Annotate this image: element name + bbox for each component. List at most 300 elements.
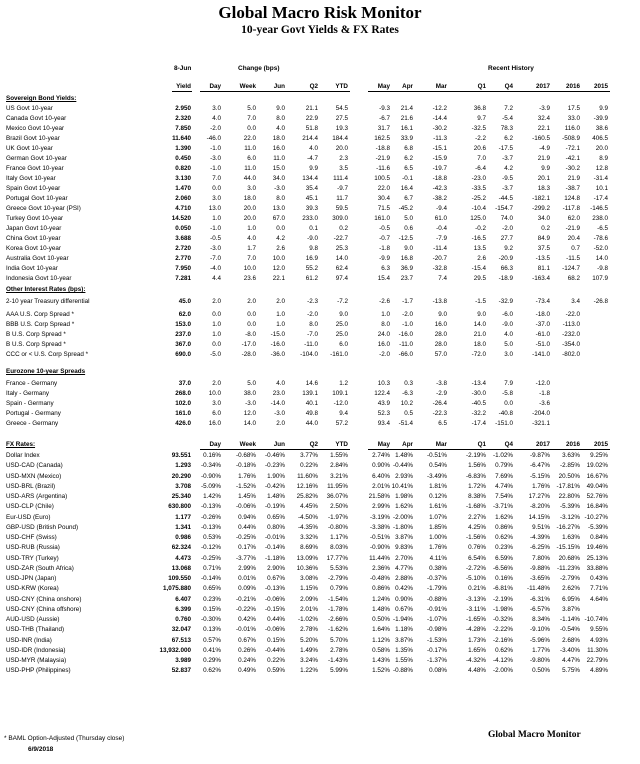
data-cell: -2.19% (493, 595, 513, 603)
data-cell: 1.90% (267, 472, 285, 480)
data-cell: -7.2 (337, 298, 348, 305)
data-cell: 2.62% (562, 585, 580, 593)
data-cell: 1.62% (395, 503, 413, 511)
data-cell: -3.65% (530, 575, 550, 582)
fx-row (0, 452, 640, 461)
data-cell: 0.23% (495, 544, 513, 552)
data-cell: 2.3 (339, 155, 348, 162)
data-cell: 238.0 (592, 215, 608, 222)
data-cell: -0.22% (236, 605, 256, 613)
data-cell: 36.9 (400, 265, 413, 272)
data-cell: 3.0 (212, 400, 221, 407)
data-cell: 9.9 (541, 165, 550, 172)
current-value: 67.513 (171, 636, 191, 644)
row-label: Australia Govt 10-year (6, 255, 69, 262)
spread-row (0, 341, 640, 350)
data-cell: -0.01% (236, 626, 256, 634)
data-cell: 9.0 (477, 311, 486, 318)
data-cell: 28.0 (434, 331, 447, 338)
data-cell: 17.77% (326, 554, 348, 562)
data-cell: 0.57% (203, 636, 221, 644)
data-cell: -1.78% (328, 605, 348, 613)
data-cell: 3.5 (339, 165, 348, 172)
data-cell: -2.00% (493, 667, 513, 675)
data-cell: 14.0 (335, 255, 348, 262)
data-cell: -15.4 (471, 265, 486, 272)
section-other (0, 286, 640, 295)
data-cell: 3.0 (212, 195, 221, 202)
fx-row (0, 596, 640, 605)
data-cell: -51.4 (398, 420, 413, 427)
row-label: USD-MYR (Malaysia) (6, 657, 67, 664)
data-cell: 18.0 (243, 195, 256, 202)
data-cell: 2.0 (212, 380, 221, 387)
fx-row (0, 555, 640, 564)
data-cell: 10.0 (208, 390, 221, 397)
data-cell: 1.52% (372, 667, 390, 675)
data-cell: 3.0 (504, 351, 513, 358)
data-cell: 1.0 (212, 321, 221, 328)
data-cell: -0.06% (236, 503, 256, 511)
section-title: Other Interest Rates (bps): (6, 286, 86, 293)
current-value: 1.341 (175, 523, 191, 531)
data-cell: -5.39% (588, 523, 608, 531)
data-cell: -5.39% (560, 503, 580, 511)
column-header: Q1 (477, 83, 486, 90)
data-cell: 74.0 (500, 215, 513, 222)
column-header: Q2 (309, 83, 318, 90)
data-cell: 22.0 (243, 135, 256, 142)
data-cell: 8.0 (276, 115, 285, 122)
current-value: 13,932.000 (159, 646, 191, 654)
data-cell: 44.0 (243, 175, 256, 182)
data-cell: -10.74% (584, 616, 608, 623)
data-cell: -22.7 (333, 235, 348, 242)
data-cell: -30.2 (565, 165, 580, 172)
data-cell: -6.31% (530, 595, 550, 603)
data-cell: -18.0 (535, 311, 550, 318)
fx-row (0, 606, 640, 615)
data-cell: 0.17% (238, 544, 256, 552)
data-cell: 1.63% (562, 534, 580, 541)
data-cell: 2.6 (276, 245, 285, 252)
data-cell: 0.21% (468, 585, 486, 593)
data-cell: 4.64% (590, 595, 608, 603)
page-subtitle: 10-year Govt Yields & FX Rates (241, 24, 399, 36)
data-cell: 2.93% (395, 472, 413, 480)
data-cell: 0.13% (203, 626, 221, 634)
current-value: 0.986 (175, 534, 191, 541)
data-cell: 214.4 (302, 135, 318, 142)
data-cell: -1.07% (427, 616, 447, 623)
data-cell: -3.38% (370, 523, 390, 531)
data-cell: -0.44% (265, 646, 285, 654)
euro-spread-row (0, 390, 640, 399)
data-cell: 32.4 (537, 115, 550, 122)
data-cell: 3.87% (395, 534, 413, 541)
data-cell: 5.70% (330, 636, 348, 644)
data-cell: 0.08% (429, 667, 447, 675)
data-cell: 9.51% (532, 523, 550, 531)
data-cell: 5.75% (562, 667, 580, 675)
page-title: Global Macro Risk Monitor (218, 3, 422, 22)
column-header: YTD (335, 441, 348, 448)
row-label: USD-CAD (Canada) (6, 462, 63, 470)
data-cell: 49.04% (586, 482, 608, 490)
data-cell: 2.0 (276, 298, 285, 305)
fx-row (0, 626, 640, 635)
data-cell: -5.15% (530, 472, 550, 480)
section-title: Eurozone 10-year Spreads (6, 368, 86, 375)
data-cell: 9.25% (590, 452, 608, 459)
data-cell: 11.0 (244, 165, 256, 172)
data-cell: -1.18% (265, 554, 285, 562)
data-cell: 2.70% (395, 554, 413, 562)
data-cell: -20.9 (498, 255, 513, 262)
data-cell: 11.60% (297, 472, 318, 480)
data-cell: 25.0 (335, 331, 348, 338)
row-label: USD-CNY (China onshore) (6, 595, 82, 603)
data-cell: -0.54% (560, 626, 580, 634)
current-value: 25.340 (171, 493, 191, 500)
row-label: USD-THB (Thailand) (6, 626, 65, 634)
data-cell: 6.2 (504, 135, 513, 142)
data-cell: -2.79% (560, 575, 580, 582)
data-cell: 0.90% (372, 462, 390, 470)
fx-row (0, 503, 640, 512)
data-cell: 0.2 (339, 225, 348, 232)
data-cell: 1.0 (276, 311, 285, 318)
current-value: 3.130 (175, 175, 191, 182)
data-cell: 124.8 (564, 195, 580, 202)
data-cell: -15.0 (270, 331, 285, 338)
data-cell: -61.0 (535, 331, 550, 338)
data-cell: -25.2 (471, 195, 486, 202)
data-cell: 61.2 (305, 275, 318, 282)
data-cell: 0.42% (395, 585, 413, 593)
data-cell: 0.67% (267, 575, 285, 582)
bond-row (0, 195, 640, 204)
section-title: Sovereign Bond Yields: (6, 95, 77, 102)
data-cell: -1.8 (539, 390, 550, 397)
current-value: 32.047 (171, 626, 191, 634)
row-label: USD-INR (India) (6, 636, 52, 644)
data-cell: -3.0 (210, 245, 221, 252)
data-cell: -2.16% (493, 636, 513, 644)
data-cell: 2.78% (330, 646, 348, 654)
data-cell: 9.55% (590, 626, 608, 634)
data-cell: -11.48% (527, 585, 550, 593)
current-value: 2.770 (175, 255, 191, 262)
data-cell: 44.0 (305, 420, 318, 427)
row-label: USD-CNY (China offshore) (6, 605, 82, 613)
current-value: 0.450 (175, 155, 191, 162)
current-value: 1.470 (175, 185, 191, 192)
data-cell: 23.0 (272, 390, 285, 397)
data-cell: 162.5 (374, 135, 390, 142)
data-cell: 21.0 (473, 331, 486, 338)
row-label: German Govt 10-year (6, 155, 67, 162)
data-cell: 5.0 (504, 341, 513, 348)
data-cell: 36.8 (473, 105, 486, 112)
data-cell: 13.5 (473, 245, 486, 252)
data-cell: 309.0 (332, 215, 348, 222)
data-cell: -4.28% (466, 626, 486, 634)
data-cell: -16.0 (398, 331, 413, 338)
data-cell: 2.78% (300, 626, 318, 634)
data-cell: 25.0 (335, 321, 348, 328)
column-header: Week (239, 441, 256, 448)
spread-row (0, 321, 640, 330)
column-header: Day (209, 83, 221, 90)
data-cell: -66.0 (398, 351, 413, 358)
data-cell: -9.10% (530, 626, 550, 634)
data-cell: -2.0 (379, 351, 390, 358)
data-cell: 116.0 (564, 125, 580, 132)
data-cell: -1.80% (393, 523, 413, 531)
data-cell: 1.61% (429, 503, 447, 511)
data-cell: -23.0 (471, 175, 486, 182)
bond-row (0, 275, 640, 284)
current-value: 102.0 (175, 400, 191, 407)
data-cell: 39.3 (305, 205, 318, 212)
row-label: Greece Govt 10-year (PSI) (6, 205, 81, 212)
column-header: Day (209, 441, 221, 448)
data-cell: 16.1 (400, 125, 413, 132)
data-cell: 3.32% (300, 534, 318, 541)
data-cell: 37.5 (537, 245, 550, 252)
column-header: 2015 (593, 83, 608, 90)
data-cell: -26.8 (593, 298, 608, 305)
data-cell: -1.7 (402, 298, 413, 305)
data-cell: -11.3 (433, 135, 447, 142)
data-cell: 29.5 (473, 275, 486, 282)
data-cell: 0.15% (203, 605, 221, 613)
data-cell: -11.6 (376, 165, 390, 172)
data-cell: -9.0 (307, 235, 318, 242)
bond-row (0, 145, 640, 154)
data-cell: 57.0 (434, 351, 447, 358)
data-cell: -9.9 (379, 255, 390, 262)
data-cell: 7.0 (247, 255, 256, 262)
data-cell: 12.8 (595, 165, 608, 172)
data-cell: -4.32% (466, 657, 486, 664)
data-cell: -1.02% (298, 616, 318, 623)
data-cell: 0.59% (267, 667, 285, 675)
data-cell: 13.0 (272, 205, 285, 212)
data-cell: -4.35% (298, 523, 318, 531)
data-cell: 0.16% (203, 452, 221, 459)
data-cell: 43.9 (377, 400, 390, 407)
data-cell: 11.0 (273, 155, 285, 162)
data-cell: 81.1 (537, 265, 550, 272)
data-cell: 4.0 (247, 235, 256, 242)
data-cell: -17.4 (593, 195, 608, 202)
data-cell: -9.5 (502, 175, 513, 182)
column-header: Q1 (477, 441, 486, 448)
column-header: 2016 (565, 83, 580, 90)
data-cell: -37.0 (535, 321, 550, 328)
data-cell: 93.4 (377, 420, 390, 427)
current-value: 237.0 (175, 331, 191, 338)
row-label: Italy - Germany (6, 390, 50, 397)
data-cell: -3.49% (427, 472, 447, 480)
data-cell: 59.5 (335, 205, 348, 212)
data-cell: 0.22% (267, 657, 285, 664)
data-cell: 31.7 (377, 125, 390, 132)
data-cell: 1.0 (276, 321, 285, 328)
data-cell: 84.9 (537, 235, 550, 242)
data-cell: 0.90% (395, 595, 413, 603)
column-header: May (377, 83, 390, 90)
data-cell: 1.56% (468, 462, 486, 470)
data-cell: 1.0 (247, 225, 256, 232)
data-cell: 4.89% (590, 667, 608, 675)
current-value: 109.550 (168, 575, 191, 582)
data-cell: -3.0 (274, 185, 285, 192)
row-label: USD-JPN (Japan) (6, 575, 57, 582)
data-cell: 0.79% (495, 462, 513, 470)
data-cell: 9.4 (339, 410, 348, 417)
data-cell: 24.0 (377, 331, 390, 338)
row-label: 2-10 year Treasury differential (6, 298, 90, 305)
current-value: 153.0 (175, 321, 191, 328)
data-cell: 0.67% (395, 605, 413, 613)
data-cell: 16.0 (434, 321, 447, 328)
data-cell: 36.07% (326, 493, 348, 500)
data-cell: -1.52% (236, 482, 256, 490)
data-cell: 4.48% (468, 667, 486, 675)
data-cell: -13.8 (432, 298, 447, 305)
data-cell: -11.23% (557, 564, 580, 572)
fx-row (0, 514, 640, 523)
data-cell: -1.97% (328, 513, 348, 521)
bond-row (0, 245, 640, 254)
current-value: 4.473 (175, 554, 191, 562)
data-cell: 6.8 (404, 145, 413, 152)
bond-row (0, 265, 640, 274)
data-cell: 9.83% (395, 544, 413, 552)
data-cell: 3.77% (300, 452, 318, 459)
data-cell: 3.4 (571, 298, 580, 305)
row-label: B U.S. Corp Spread * (6, 341, 66, 348)
row-label: France - Germany (6, 380, 58, 387)
data-cell: 25.3 (335, 245, 348, 252)
data-cell: -9.80% (530, 657, 550, 664)
data-cell: 9.7 (477, 115, 486, 122)
data-cell: 11.30% (587, 646, 608, 654)
current-value: 630.800 (168, 503, 191, 511)
data-cell: 2.27% (468, 513, 486, 521)
data-cell: -321.1 (532, 420, 550, 427)
data-cell: 52.3 (377, 410, 390, 417)
data-cell: -14.0 (270, 400, 285, 407)
footer-brand: Global Macro Monitor (488, 730, 581, 740)
data-cell: 0.50% (372, 616, 390, 623)
data-cell: -32.5 (471, 125, 486, 132)
data-cell: -299.2 (532, 205, 550, 212)
data-cell: -0.01% (265, 534, 285, 541)
data-cell: -1.37% (427, 657, 447, 664)
data-cell: 1.07% (429, 513, 447, 521)
data-cell: -0.42% (265, 482, 285, 490)
data-cell: -5.96% (530, 636, 550, 644)
data-cell: 78.3 (500, 125, 513, 132)
data-cell: 6.0 (339, 341, 348, 348)
data-cell: 0.67% (238, 636, 256, 644)
data-cell: -232.0 (562, 331, 580, 338)
current-value: 14.520 (171, 215, 191, 222)
data-cell: 23.6 (243, 275, 256, 282)
data-cell: 0.0 (247, 311, 256, 318)
data-cell: 7.2 (504, 105, 513, 112)
data-cell: 4.0 (276, 125, 285, 132)
data-cell: -12.5 (398, 235, 413, 242)
data-cell: 3.0 (212, 105, 221, 112)
data-cell: -2.0 (307, 311, 318, 318)
current-value: 2.720 (175, 245, 191, 252)
data-cell: -6.25% (530, 544, 550, 552)
row-label: USD-PHP (Philippines) (6, 667, 71, 675)
data-cell: 1.73% (468, 636, 486, 644)
data-cell: -1.68% (466, 503, 486, 511)
data-cell: 18.0 (473, 341, 486, 348)
data-cell: -0.68% (236, 452, 256, 459)
data-cell: -0.14% (201, 575, 221, 582)
data-cell: -2.9 (436, 390, 447, 397)
data-cell: -0.32% (493, 616, 513, 623)
data-cell: -5.4 (502, 115, 513, 122)
data-cell: 0.41% (203, 646, 221, 654)
data-cell: 33.0 (567, 115, 580, 122)
data-cell: 2.50% (330, 503, 348, 511)
data-cell: -2.6 (379, 298, 390, 305)
data-cell: 18.0 (272, 135, 285, 142)
data-cell: 1.55% (330, 452, 348, 459)
data-cell: 2.0 (212, 298, 221, 305)
data-cell: 16.4 (400, 185, 413, 192)
data-cell: 7.0 (247, 115, 256, 122)
data-cell: 38.6 (595, 125, 608, 132)
data-cell: -0.1 (402, 175, 413, 182)
data-cell: 20.1 (537, 175, 550, 182)
data-cell: 35.4 (305, 185, 318, 192)
current-value: 20.290 (171, 472, 191, 480)
data-cell: -0.88% (427, 595, 447, 603)
data-cell: -52.0 (593, 245, 608, 252)
data-cell: -1.62% (328, 626, 348, 634)
row-label: Portugal Govt 10-year (6, 195, 68, 202)
data-cell: 66.3 (500, 265, 513, 272)
data-cell: 4.93% (590, 636, 608, 644)
row-label: France Govt 10-year (6, 165, 64, 172)
data-cell: -4.50% (298, 513, 318, 521)
current-value: 37.0 (178, 380, 191, 387)
bond-row (0, 115, 640, 124)
fx-row (0, 473, 640, 482)
data-cell: -0.90% (370, 544, 390, 552)
data-cell: 1.42% (203, 493, 221, 500)
data-cell: 9.0 (438, 311, 447, 318)
data-cell: 40.1 (305, 400, 318, 407)
data-cell: -160.5 (532, 135, 550, 142)
data-cell: -3.19% (370, 513, 390, 521)
data-cell: -0.13% (201, 503, 221, 511)
data-cell: -0.51% (370, 534, 390, 541)
data-cell: 1.48% (395, 452, 413, 459)
bond-row (0, 165, 640, 174)
data-cell: 1.48% (372, 605, 390, 613)
